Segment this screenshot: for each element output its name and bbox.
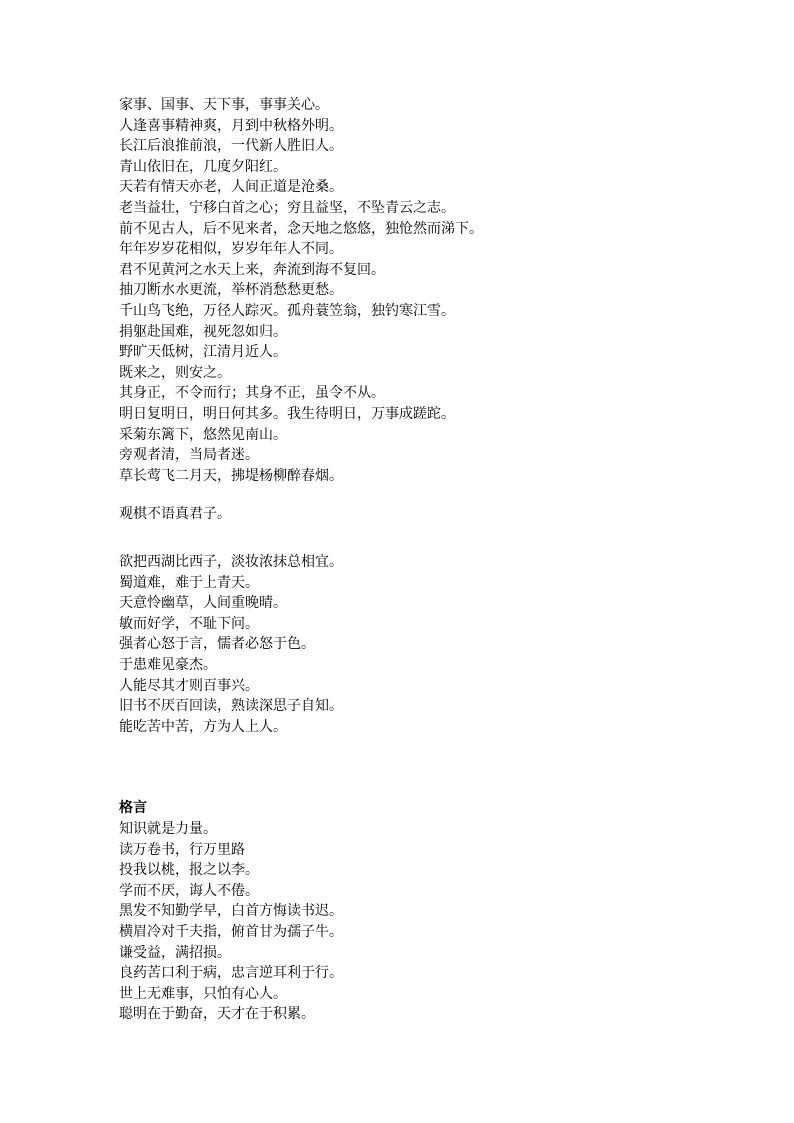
quote-line: 强者心怒于言，懦者必怒于色。	[119, 636, 315, 653]
quote-line: 天若有情天亦老，人间正道是沧桑。	[119, 179, 343, 196]
quotes-block-3	[119, 552, 739, 737]
maxim-line: 黑发不知勤学早，白首方悔读书迟。	[119, 903, 343, 920]
quote-line: 既来之，则安之。	[119, 364, 231, 381]
quote-line: 捐躯赴国难，视死忽如归。	[119, 323, 287, 340]
maxim-line: 知识就是力量。	[119, 821, 217, 837]
maxim-line: 横眉冷对千夫指，俯首甘为孺子牛。	[119, 923, 343, 940]
quote-line: 旧书不厌百回读，熟读深思子自知。	[119, 698, 343, 715]
maxim-line: 良药苦口利于病，忠言逆耳利于行。	[119, 965, 343, 982]
quote-line: 千山鸟飞绝，万径人踪灭。孤舟蓑笠翁，独钓寒江雪。	[119, 302, 455, 319]
quotes-block-1	[119, 95, 739, 486]
quote-line: 旁观者清，当局者迷。	[119, 447, 259, 464]
maxim-line: 谦受益，满招损。	[119, 944, 231, 961]
quote-line: 天意怜幽草，人间重晚晴。	[119, 595, 287, 612]
quote-line: 人能尽其才则百事兴。	[119, 677, 259, 694]
maxim-line: 聪明在于勤奋，天才在于积累。	[119, 1006, 315, 1023]
maxim-line: 世上无难事，只怕有心人。	[119, 985, 287, 1002]
quote-line: 敏而好学，不耻下问。	[119, 615, 259, 632]
quote-line: 采菊东篱下，悠然见南山。	[119, 426, 287, 443]
quotes-block-2	[119, 504, 739, 525]
quote-line: 其身正，不令而行；其身不正，虽令不从。	[119, 385, 385, 402]
quote-line: 年年岁岁花相似，岁岁年年人不同。	[119, 241, 343, 258]
quote-line: 于患难见豪杰。	[119, 656, 217, 673]
quote-line: 抽刀断水水更流，举杯消愁愁更愁。	[119, 282, 343, 299]
quote-line: 君不见黄河之水天上来，奔流到海不复回。	[119, 261, 385, 278]
maxim-line: 学而不厌，诲人不倦。	[119, 882, 259, 899]
quote-line: 蜀道难，难于上青天。	[119, 574, 259, 591]
quote-line: 前不见古人，后不见来者，念天地之悠悠，独怆然而涕下。	[119, 220, 483, 237]
quote-line: 青山依旧在，几度夕阳红。	[119, 158, 287, 175]
quote-line: 观棋不语真君子。	[119, 506, 231, 522]
maxims-block	[119, 819, 739, 1025]
quote-line: 人逢喜事精神爽，月到中秋格外明。	[119, 117, 343, 134]
section-heading-geyan: 格言	[119, 800, 147, 816]
quote-line: 家事、国事、天下事，事事关心。	[119, 97, 329, 113]
quote-line: 长江后浪推前浪，一代新人胜旧人。	[119, 138, 343, 155]
quote-line: 野旷天低树，江清月近人。	[119, 344, 287, 361]
quote-line: 明日复明日，明日何其多。我生待明日，万事成蹉跎。	[119, 405, 455, 422]
quote-line: 欲把西湖比西子，淡妆浓抹总相宜。	[119, 554, 343, 570]
quote-line: 能吃苦中苦，方为人上人。	[119, 718, 287, 735]
quote-line: 草长莺飞二月天，拂堤杨柳醉春烟。	[119, 467, 343, 484]
maxim-line: 投我以桃，报之以李。	[119, 862, 259, 879]
maxim-line: 读万卷书，行万里路	[119, 841, 245, 858]
quote-line: 老当益壮，宁移白首之心；穷且益坚，不坠青云之志。	[119, 199, 455, 216]
